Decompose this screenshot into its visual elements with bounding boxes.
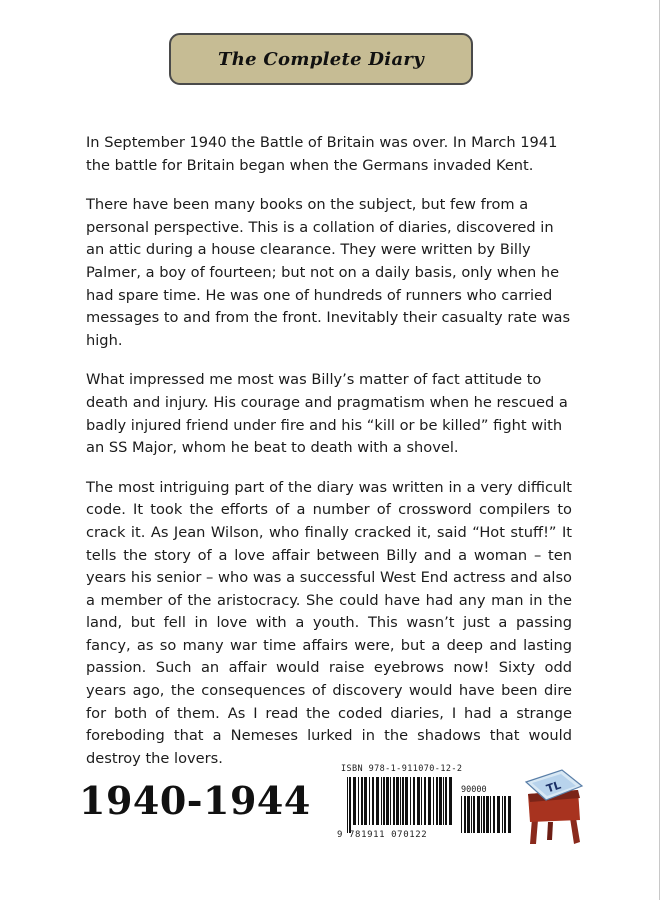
barcode-bar xyxy=(381,777,382,825)
years-heading: 1940-1944 xyxy=(79,778,311,823)
barcode-bar xyxy=(413,777,415,825)
barcode-bar xyxy=(372,777,374,825)
barcode-bar xyxy=(461,796,462,833)
book-title: The Complete Diary xyxy=(218,48,424,70)
barcode-bar xyxy=(443,777,444,825)
barcode-bar xyxy=(445,777,447,825)
barcode-bar xyxy=(490,796,491,833)
barcode-bar xyxy=(405,777,408,825)
barcode-bar xyxy=(369,777,370,825)
barcode-bar xyxy=(361,777,363,825)
barcode-bar xyxy=(464,796,466,833)
barcode-bar xyxy=(433,777,434,825)
barcode-bar xyxy=(376,777,379,825)
barcode-bar xyxy=(421,777,422,825)
title-banner xyxy=(169,33,473,85)
isbn-barcode xyxy=(337,764,517,844)
barcode-bar xyxy=(508,796,511,833)
barcode-bar xyxy=(473,796,475,833)
barcode-bar xyxy=(467,796,470,833)
barcode-digits: 9 781911 070122 xyxy=(337,830,428,840)
barcode-addon-bars xyxy=(461,796,511,833)
barcode-bar xyxy=(410,777,411,825)
barcode-bar xyxy=(424,777,426,825)
emblem-letters: TL xyxy=(544,778,563,796)
barcode-bar xyxy=(393,777,395,825)
barcode-bar xyxy=(349,777,351,833)
barcode-bar xyxy=(428,777,431,825)
paragraph-2: There have been many books on the subject, but few from a personal perspective. This is a collation of diaries, discovered in an attic during a house clearance. They were written by Billy Palmer, a boy of fourteen; but not on a daily basis, only when he had spare time. He was one of hundreds of runners who carried messages to and from the front. Inevitably their casualty rate was high. xyxy=(86,196,571,349)
barcode-bar xyxy=(390,777,391,825)
barcode-bar xyxy=(486,796,489,833)
barcode-bar xyxy=(402,777,404,825)
barcode-bar xyxy=(477,796,480,833)
barcode-bar xyxy=(439,777,442,825)
barcode-main-bars xyxy=(347,777,453,833)
barcode-bar xyxy=(386,777,389,825)
paragraph-3: What impressed me most was Billy’s matter of fact attitude to death and injury. His courage and pragmatism when he rescued a badly injured friend under fire and his “kill or be killed” fight with an SS Major, whom he beat to death with a shovel. xyxy=(86,371,568,457)
blurb-text xyxy=(86,132,572,787)
barcode-bar xyxy=(449,777,452,825)
barcode-bar xyxy=(358,777,359,825)
barcode-bar xyxy=(396,777,399,825)
price-code: 90000 xyxy=(461,785,487,795)
barcode-bar xyxy=(436,777,438,825)
barcode-bar xyxy=(481,796,482,833)
paragraph-4: The most intriguing part of the diary was written in a very difficult code. It took the efforts of a number of crossword compilers to crack it. As Jean Wilson, who finally cracked it, said “Hot stuff!” It tells the story of a love affair between Billy and a woman – ten years his senior – who was a successful West End actress and also a member of the aristocracy. She could have had any man in the land, but fell in love with a youth. This wasn’t just a passing fancy, as so many war time affairs were, but a deep and lasting passion. Such an affair would raise eyebrows now! Sixty odd years ago, the consequences of discovery would have been dire for both of them. As I read the coded diaries, I had a strange foreboding that a Nemeses lurked in the shadows that would destroy the lovers. xyxy=(86,478,572,767)
barcode-bar xyxy=(493,796,495,833)
barcode-bar xyxy=(502,796,503,833)
barcode-bar xyxy=(400,777,401,825)
publisher-emblem xyxy=(522,764,584,848)
barcode-bar xyxy=(483,796,485,833)
barcode-bar xyxy=(364,777,367,825)
barcode-bar xyxy=(353,777,356,825)
paragraph-1: In September 1940 the Battle of Britain was over. In March 1941 the battle for Britain began when the Germans invaded Kent. xyxy=(86,134,558,174)
barcode-bar xyxy=(347,777,348,833)
isbn-text: ISBN 978-1-911070-12-2 xyxy=(341,764,463,774)
barcode-bar xyxy=(497,796,500,833)
barcode-bar xyxy=(471,796,472,833)
barcode-bar xyxy=(383,777,385,825)
barcode-bar xyxy=(504,796,506,833)
barcode-bar xyxy=(417,777,420,825)
